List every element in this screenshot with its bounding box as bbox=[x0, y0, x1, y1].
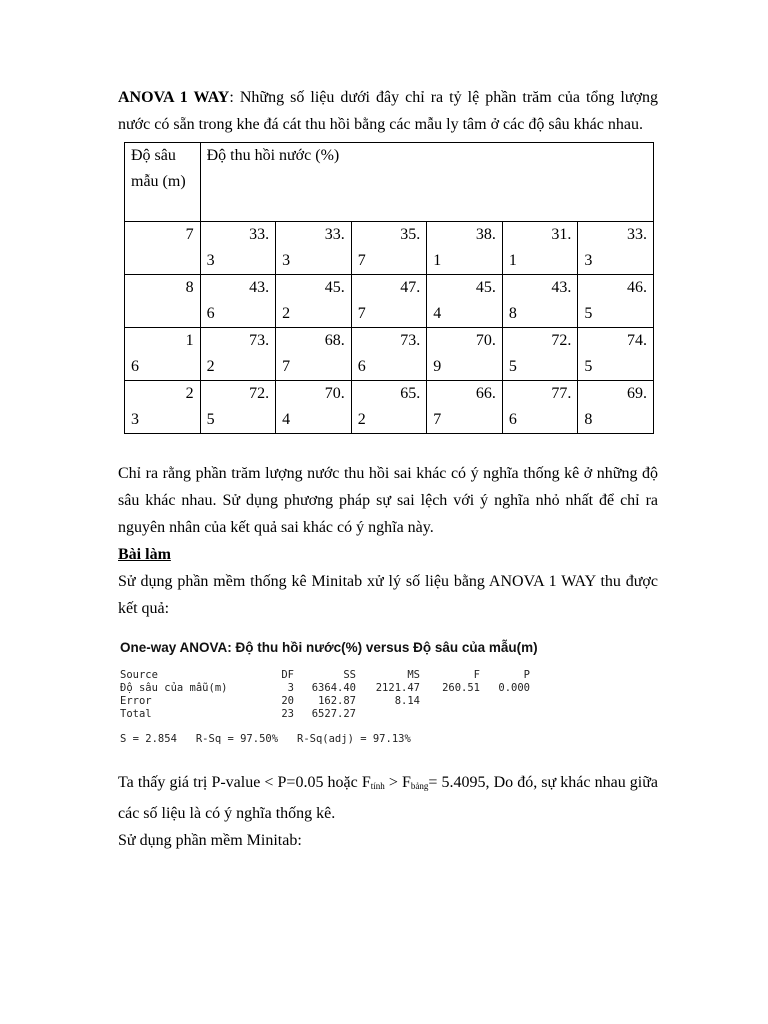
final-line: Sử dụng phần mềm Minitab: bbox=[118, 832, 302, 849]
table-row bbox=[125, 381, 654, 434]
anova-cell: 0.000 bbox=[498, 682, 530, 694]
value-cell: 68. 7 bbox=[276, 328, 352, 381]
minitab-title: One-way ANOVA: Độ thu hồi nước(%) versus Độ sâu của mẫu(m) bbox=[120, 640, 538, 655]
subscript-bang: bảng bbox=[410, 781, 429, 791]
anova-row bbox=[120, 682, 530, 695]
value-cell: 43. 8 bbox=[502, 275, 578, 328]
depth-cell: 8 bbox=[125, 275, 201, 328]
data-table bbox=[124, 142, 654, 434]
anova-cell bbox=[420, 708, 480, 721]
anova-cell: MS bbox=[407, 669, 420, 681]
anova-cell: P bbox=[523, 669, 530, 681]
document-page bbox=[118, 84, 658, 854]
value-cell: 47. 7 bbox=[351, 275, 427, 328]
anova-cell: 23 bbox=[281, 708, 294, 720]
subscript-tinh: tính bbox=[370, 781, 385, 791]
value-cell: 45. 2 bbox=[276, 275, 352, 328]
conclusion-text-2: > F bbox=[384, 774, 411, 791]
table-row bbox=[125, 222, 654, 275]
anova-table bbox=[120, 669, 530, 721]
value-cell: 33. 3 bbox=[276, 222, 352, 275]
header-depth: Độ sâu mẫu (m) bbox=[125, 143, 201, 222]
method-paragraph: Sử dụng phần mềm thống kê Minitab xử lý số liệu bằng ANOVA 1 WAY thu được kết quả: bbox=[118, 573, 658, 617]
anova-cell: Error bbox=[120, 695, 152, 707]
value-cell: 33. 3 bbox=[200, 222, 276, 275]
anova-cell: 6364.40 bbox=[311, 682, 356, 694]
anova-cell bbox=[356, 708, 420, 721]
anova-cell: Total bbox=[120, 708, 152, 720]
question-paragraph: Chỉ ra rằng phần trăm lượng nước thu hồi sai khác có ý nghĩa thống kê ở những độ sâu khác nhau. Sử dụng phương pháp sự sai lệch với ý nghĩa nhỏ nhất để chỉ ra nguyên nhân của kết quả sai khác có ý nghĩa này. bbox=[118, 465, 658, 536]
anova-header-row bbox=[120, 669, 530, 682]
value-cell: 77. 6 bbox=[502, 381, 578, 434]
anova-cell: 6527.27 bbox=[311, 708, 356, 720]
value-cell: 69. 8 bbox=[578, 381, 654, 434]
depth-cell: 2 3 bbox=[125, 381, 201, 434]
conclusion-text-1: Ta thấy giá trị P-value < P=0.05 hoặc F bbox=[118, 774, 371, 791]
conclusion-paragraph bbox=[118, 769, 658, 827]
table-row bbox=[125, 275, 654, 328]
value-cell: 65. 2 bbox=[351, 381, 427, 434]
value-cell: 74. 5 bbox=[578, 328, 654, 381]
anova-cell bbox=[480, 695, 530, 708]
conclusion-text-3: = 5.4095, Do đó, sự khác nhau giữa các số liệu là có ý nghĩa thống kê. bbox=[118, 774, 659, 822]
section-heading: Bài làm bbox=[118, 546, 171, 563]
value-cell: 73. 2 bbox=[200, 328, 276, 381]
value-cell: 66. 7 bbox=[427, 381, 503, 434]
value-cell: 43. 6 bbox=[200, 275, 276, 328]
anova-cell: F bbox=[473, 669, 480, 681]
anova-cell: 20 bbox=[281, 695, 294, 707]
value-cell: 35. 7 bbox=[351, 222, 427, 275]
anova-cell: 260.51 bbox=[442, 682, 480, 694]
table-row bbox=[125, 328, 654, 381]
anova-cell: 162.87 bbox=[318, 695, 356, 707]
anova-cell: SS bbox=[343, 669, 356, 681]
value-cell: 33. 3 bbox=[578, 222, 654, 275]
value-cell: 31. 1 bbox=[502, 222, 578, 275]
anova-cell: Source bbox=[120, 669, 158, 681]
anova-cell: Độ sâu của mẫu(m) bbox=[120, 682, 228, 694]
anova-cell bbox=[420, 695, 480, 708]
minitab-output bbox=[120, 640, 658, 745]
value-cell: 70. 4 bbox=[276, 381, 352, 434]
table-header-row bbox=[125, 143, 654, 222]
anova-row bbox=[120, 708, 530, 721]
value-cell: 70. 9 bbox=[427, 328, 503, 381]
anova-cell: 8.14 bbox=[394, 695, 420, 707]
value-cell: 72. 5 bbox=[502, 328, 578, 381]
header-recovery: Độ thu hồi nước (%) bbox=[200, 143, 653, 222]
minitab-footer: S = 2.854 R-Sq = 97.50% R-Sq(adj) = 97.13% bbox=[120, 733, 411, 745]
anova-cell: 2121.47 bbox=[375, 682, 420, 694]
value-cell: 38. 1 bbox=[427, 222, 503, 275]
anova-row bbox=[120, 695, 530, 708]
anova-cell: 3 bbox=[287, 682, 294, 694]
depth-cell: 7 bbox=[125, 222, 201, 275]
intro-paragraph bbox=[118, 84, 658, 138]
value-cell: 45. 4 bbox=[427, 275, 503, 328]
value-cell: 46. 5 bbox=[578, 275, 654, 328]
value-cell: 72. 5 bbox=[200, 381, 276, 434]
anova-cell bbox=[480, 708, 530, 721]
anova-cell: DF bbox=[281, 669, 294, 681]
intro-text: : Những số liệu dưới đây chỉ ra tỷ lệ phần trăm của tổng lượng nước có sẵn trong khe đá cát thu hồi bằng các mẫu ly tâm ở các độ sâu khác nhau. bbox=[118, 89, 659, 133]
value-cell: 73. 6 bbox=[351, 328, 427, 381]
depth-cell: 1 6 bbox=[125, 328, 201, 381]
anova-title: ANOVA 1 WAY bbox=[118, 89, 230, 106]
